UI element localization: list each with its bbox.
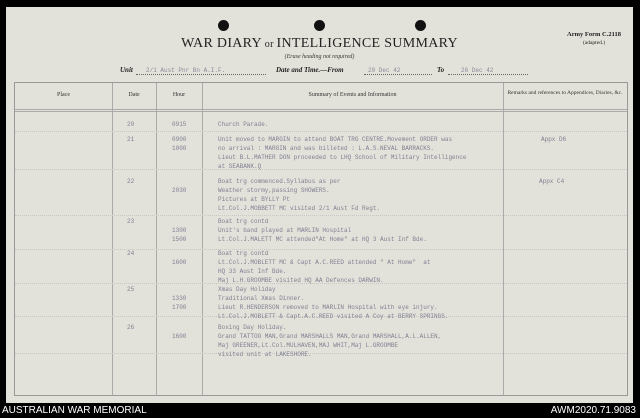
col-date: Date [128, 92, 140, 98]
diary-sheet [6, 7, 633, 403]
entry-summary: Church Parade. [218, 121, 269, 128]
army-form-number: Army Form C.2118 [567, 31, 621, 38]
col-summary: Summary of Events and Information [308, 92, 397, 98]
entry-hour: 0915 [172, 121, 187, 128]
footer-institution: AUSTRALIAN WAR MEMORIAL [2, 405, 147, 416]
entry-date: 25 [127, 286, 135, 293]
army-form-adapted: (adapted.) [582, 40, 606, 46]
entry-remark: Appx D6 [541, 136, 567, 143]
col-remarks: Remarks and references to Appendices, Diaries, &c. [507, 90, 623, 96]
form-title [6, 36, 633, 52]
punch-hole-right [415, 20, 426, 31]
entry-date: 23 [127, 218, 135, 225]
entry-hour: 1330 1700 [172, 295, 187, 311]
punch-hole-left [218, 20, 229, 31]
entry-date: 22 [127, 178, 135, 185]
datetime-label: Date and Time.—From [276, 66, 344, 74]
entry-hour: 1600 [172, 259, 187, 266]
entry-hour: 1300 1500 [172, 227, 187, 243]
from-value: 20 Dec 42 [368, 67, 401, 74]
to-value: 26 Dec 42 [461, 67, 494, 74]
entry-summary: Boat trg contd Lt.Col.J.MOBLETT MC & Capt A.C.REED attended " At Home" at HQ 33 Aust Inf Bde. Maj L.H.GROOMBE visited HQ AA Defences DARWIN. [218, 250, 431, 284]
entry-date: 20 [127, 121, 135, 128]
unit-value: 2/1 Aust Pnr Bn A.I.F. [146, 67, 226, 74]
entry-hour: 2030 [172, 187, 187, 194]
unit-label: Unit [120, 66, 133, 74]
title-war-diary: WAR DIARY [181, 36, 262, 51]
entry-summary: Unit moved to MARGIN to attend BOAT TRG CENTRE.Movement ORDER was no arrival : MARGIN and was billeted : L.A.S.NEVAL BARRACKS. Lieut B.L.MATHER DON proceeded to LHQ School of Military Intelligence at SEABANK.Q [218, 136, 467, 170]
entry-date: 26 [127, 324, 135, 331]
footer-accession: AWM2020.71.9083 [550, 405, 636, 416]
title-intelligence-summary: INTELLIGENCE SUMMARY [276, 36, 458, 51]
punch-hole-center [314, 20, 325, 31]
to-label: To [437, 66, 445, 74]
entry-hour: 0900 1000 [172, 136, 187, 152]
col-hour: Hour [172, 92, 186, 98]
title-or: or [261, 39, 277, 50]
entry-summary: Boat trg contd Unit's band played at MARLIN Hospital Lt.Col.J.MALETT MC attended"At Home" at HQ 3 Aust Inf Bde. [218, 218, 427, 243]
entry-date: 24 [127, 250, 135, 257]
col-place: Place [57, 92, 70, 98]
entry-date: 21 [127, 136, 135, 143]
entry-summary: Boat trg commenced.Syllabus as per Weather stormy,passing SHOWERS. Pictures at BYLLY Pt Lt.Col.J.MOBBETT MC visited 2/1 Aust Fd Regt. [218, 178, 381, 212]
entry-remark: Appx C4 [539, 178, 565, 185]
entry-summary: Boxing Day Holiday. Grand TATTOO MAN,Grand MARSHALLS MAN,Grand MARSHALL,A.L.ALLEN, Maj GREENER,Lt.Col.MULHAVEN,MAJ WHIT,Maj L.GROOMBE visited unit at LAKESHORE. [218, 324, 442, 358]
entry-summary: Xmas Day Holiday Traditional Xmas Dinner. Lieut R.HENDERSON removed to MARLIN Hospital with eye injury. Lt.Col.J.MOBLETT & Capt.A.C.REED visited A Coy at BERRY SPRINGS. [218, 286, 449, 320]
army-form-label [567, 31, 621, 47]
entry-hour: 1600 [172, 333, 187, 340]
form-subtitle: (Erase heading not required) [284, 54, 355, 60]
diary-table [14, 82, 628, 396]
